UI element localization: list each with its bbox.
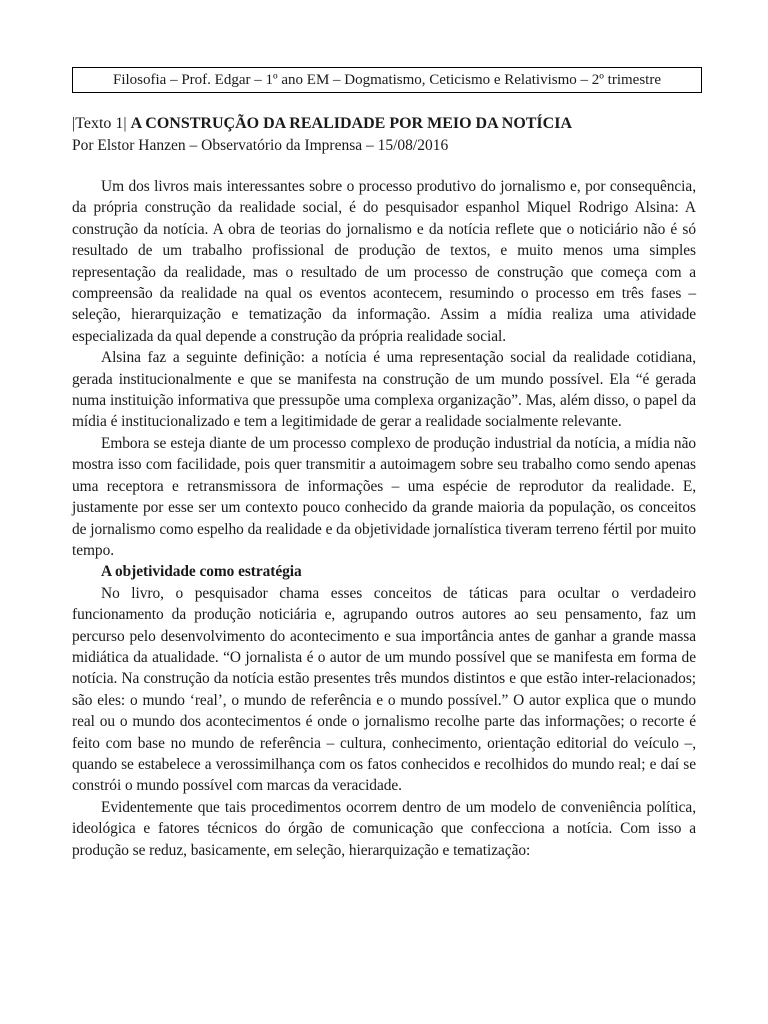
section-paragraph-1: No livro, o pesquisador chama esses conceitos de táticas para ocultar o verdadeiro funcionamento da produção noticiária e, agrupando outros autores ao seu pensamento, faz um percurso pelo desenvolvimento do acontecimento e sua importância antes de ganhar a grande massa midiática da atualidade. “O jornalista é o autor de um mundo possível que se manifesta em forma de notícia. Na construção da notícia estão presentes três mundos distintos e que estão inter-relacionados; são eles: o mundo ‘real’, o mundo de referência e o mundo possível.” O autor explica que o mundo real ou o mundo dos acontecimentos é onde o jornalismo recolhe parte das informações; o recorte é feito com base no mundo de referência – cultura, conhecimento, orientação editorial do veículo –, quando se estabelece a verossimilhança com os fatos conhecidos e recolhidos do mundo real; e daí se constrói o mundo possível com marcas da veracidade. [72,584,696,795]
course-header-text: Filosofia – Prof. Edgar – 1º ano EM – Dogmatismo, Ceticismo e Relativismo – 2º trimestre [113,72,661,88]
article-title-line [72,114,572,134]
article-body [72,176,696,861]
body-paragraph-3: Embora se esteja diante de um processo complexo de produção industrial da notícia, a mídia não mostra isso com facilidade, pois quer transmitir a autoimagem sobre seu trabalho como sendo apenas uma receptora e retransmissora de informações – uma espécie de reprodutor da realidade. E, justamente por esse ser um contexto pouco conhecido da grande maioria da população, os conceitos de jornalismo como espelho da realidade e da objetividade jornalística tiveram terreno fértil por muito tempo. [72,434,696,559]
article-title: A CONSTRUÇÃO DA REALIDADE POR MEIO DA NOTÍCIA [130,115,572,132]
section-heading: A objetividade como estratégia [101,563,302,581]
article-byline: Por Elstor Hanzen – Observatório da Imprensa – 15/08/2016 [72,137,449,154]
body-paragraph-1: Um dos livros mais interessantes sobre o processo produtivo do jornalismo e, por consequência, da própria construção da realidade social, é do pesquisador espanhol Miquel Rodrigo Alsina: A construção da notícia. A obra de teorias do jornalismo e da notícia reflete que o noticiário não é só resultado de um trabalho profissional de produção de textos, e muito menos uma simples representação da realidade, mas o resultado de um processo de construção que começa com a compreensão da realidade na qual os eventos acontecem, resumindo o processo em três fases – seleção, hierarquização e tematização da informação. Assim a mídia realiza uma atividade especializada da qual depende a construção da própria realidade social. [72,178,696,345]
course-header-box [72,67,702,93]
body-paragraph-2: Alsina faz a seguinte definição: a notícia é uma representação social da realidade cotidiana, gerada institucionalmente e que se manifesta na construção de um mundo possível. Ela “é gerada numa instituição informativa que pressupõe uma complexa organização”. Mas, além disso, o papel da mídia é institucionalizado e tem a legitimidade de gerar a realidade socialmente relevante. [72,349,696,431]
text-number-label: |Texto 1| [72,115,127,132]
section-paragraph-2: Evidentemente que tais procedimentos ocorrem dentro de um modelo de conveniência política, ideológica e fatores técnicos do órgão de comunicação que confecciona a notícia. Com isso a produção se reduz, basicamente, em seleção, hierarquização e tematização: [72,798,696,859]
